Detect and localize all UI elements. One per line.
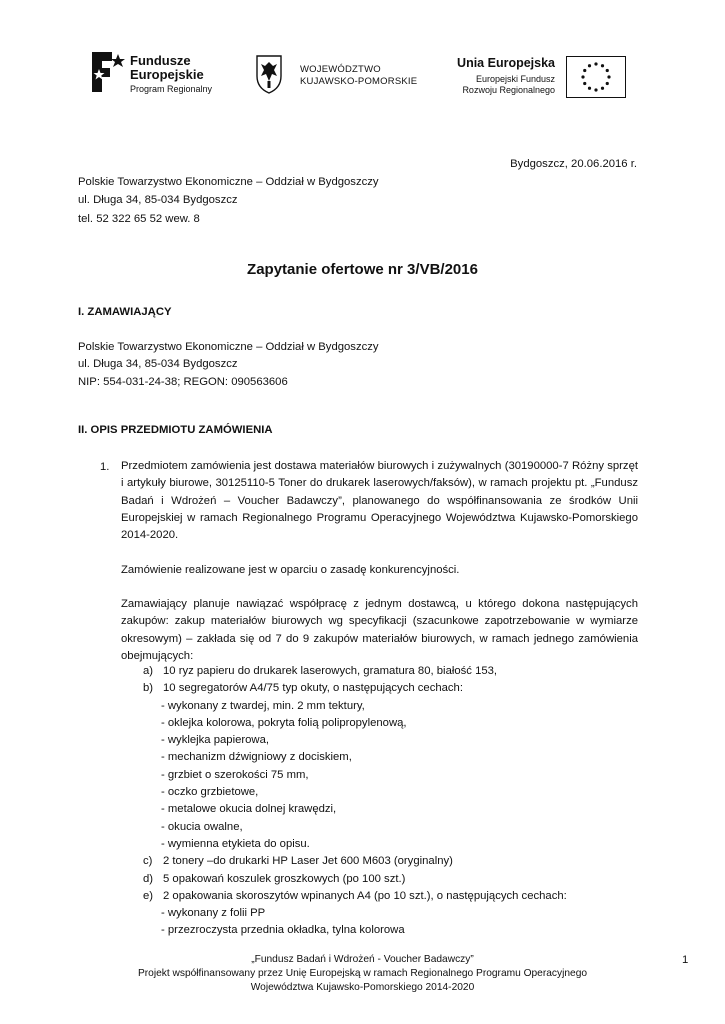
list-item bbox=[121, 663, 638, 680]
list-subitem: - okucia owalne, bbox=[161, 820, 243, 833]
item-number: 1. bbox=[100, 461, 110, 473]
list-item-text: 5 opakowań koszulek groszkowych (po 100 szt.) bbox=[163, 872, 406, 885]
list-item bbox=[121, 680, 638, 697]
page-number: 1 bbox=[682, 954, 689, 966]
paragraph-2: Zamówienie realizowane jest w oparciu o zasadę konkurencyjności. bbox=[121, 564, 460, 576]
section-1-line-3: NIP: 554-031-24-38; REGON: 090563606 bbox=[78, 376, 288, 388]
list-item-letter: d) bbox=[143, 872, 154, 885]
list-subitem: - grzbiet o szerokości 75 mm, bbox=[161, 768, 309, 781]
list-subitem: - oczko grzbietowe, bbox=[161, 786, 259, 799]
list-item bbox=[121, 888, 638, 905]
list-subitem: - przezroczysta przednia okładka, tylna kolorowa bbox=[161, 924, 405, 937]
fundusze-europejskie-logo bbox=[90, 48, 240, 100]
sender-line-2: ul. Długa 34, 85-034 Bydgoszcz bbox=[78, 194, 238, 206]
ue-line2: Europejski Fundusz bbox=[475, 74, 555, 84]
fundusze-line1: Fundusze bbox=[130, 53, 191, 68]
section-1-line-2: ul. Długa 34, 85-034 Bydgoszcz bbox=[78, 358, 238, 370]
list-subitem: - wykonany z folii PP bbox=[161, 907, 266, 920]
list-subitem: - wymienna etykieta do opisu. bbox=[161, 837, 310, 850]
footer-line-2: Projekt współfinansowany przez Unię Europejską w ramach Regionalnego Programu Operacyjnego bbox=[137, 968, 588, 979]
section-1-line-1: Polskie Towarzystwo Ekonomiczne – Oddział w Bydgoszczy bbox=[78, 341, 379, 353]
unia-europejska-logo bbox=[440, 54, 630, 100]
list-item bbox=[121, 871, 638, 888]
list-item bbox=[121, 853, 638, 870]
paragraph-1: Przedmiotem zamówienia jest dostawa materiałów biurowych i zużywalnych (30190000-7 Różny sprzęt i artykuły biurowe, 30125110-5 Toner do drukarek laserowych/faksów), w ramach projektu pt. „Fundusz Badań i Wdrożeń – Voucher Badawczy”, planowanego do współfinansowania ze środków Unii Europejskiej w ramach Regionalnego Programu Operacyjnego Województwa Kujawsko-Pomorskiego 2014-2020. bbox=[121, 460, 638, 542]
list-item-letter: c) bbox=[143, 855, 153, 868]
sender-line-3: tel. 52 322 65 52 wew. 8 bbox=[78, 213, 200, 225]
ue-line3: Rozwoju Regionalnego bbox=[462, 85, 555, 95]
wojewodztwo-line1: WOJEWÓDZTWO bbox=[300, 64, 381, 75]
sender-line-1: Polskie Towarzystwo Ekonomiczne – Oddział w Bydgoszczy bbox=[78, 176, 379, 188]
list-item-letter: b) bbox=[143, 682, 154, 695]
eu-flag-icon bbox=[566, 56, 626, 98]
section-1-heading: I. ZAMAWIAJĄCY bbox=[78, 306, 172, 318]
list-item-text: 10 segregatorów A4/75 typ okuty, o następujących cechach: bbox=[163, 682, 463, 695]
wojewodztwo-line2: KUJAWSKO-POMORSKIE bbox=[300, 76, 418, 87]
list-subitem: - mechanizm dźwigniowy z dociskiem, bbox=[161, 751, 352, 764]
list-subitem: - wykonany z twardej, min. 2 mm tektury, bbox=[161, 699, 365, 712]
ue-line1: Unia Europejska bbox=[457, 56, 555, 70]
footer-line-1: „Fundusz Badań i Wdrożeń - Voucher Badawczy” bbox=[251, 954, 474, 965]
list-item-text: 2 tonery –do drukarki HP Laser Jet 600 M603 (oryginalny) bbox=[163, 855, 453, 868]
coat-of-arms-icon bbox=[255, 54, 283, 94]
fundusze-line2: Europejskie bbox=[130, 67, 204, 82]
section-2-heading: II. OPIS PRZEDMIOTU ZAMÓWIENIA bbox=[78, 424, 273, 436]
fundusze-line3: Program Regionalny bbox=[130, 84, 213, 94]
list-subitem: - oklejka kolorowa, pokryta folią polipropylenową, bbox=[161, 716, 407, 729]
paragraph-3: Zamawiający planuje nawiązać współpracę z jednym dostawcą, u którego dokona następujących zakupów: zakup materiałów biurowych wg specyfikacji (szacunkowe zapotrzebowanie w wymiarze okresowym) – zakłada się od 7 do 9 zakupów materiałów biurowych, w ramach jednego zamówienia obejmujących: bbox=[121, 598, 638, 662]
fundusze-europejskie-emblem-icon bbox=[90, 48, 126, 96]
list-item-letter: e) bbox=[143, 889, 154, 902]
items-list bbox=[121, 663, 638, 940]
list-subitem: - wyklejka papierowa, bbox=[161, 734, 269, 747]
wojewodztwo-logo bbox=[255, 54, 425, 98]
list-subitem: - metalowe okucia dolnej krawędzi, bbox=[161, 803, 337, 816]
document-title: Zapytanie ofertowe nr 3/VB/2016 bbox=[247, 261, 478, 278]
list-item-letter: a) bbox=[143, 665, 154, 677]
list-item-text: 2 opakowania skoroszytów wpinanych A4 (po 10 szt.), o następujących cechach: bbox=[163, 889, 567, 902]
date-place: Bydgoszcz, 20.06.2016 r. bbox=[510, 158, 637, 170]
list-item-text: 10 ryz papieru do drukarek laserowych, gramatura 80, białość 153, bbox=[163, 665, 498, 677]
footer-line-3: Województwa Kujawsko-Pomorskiego 2014-2020 bbox=[250, 982, 475, 993]
